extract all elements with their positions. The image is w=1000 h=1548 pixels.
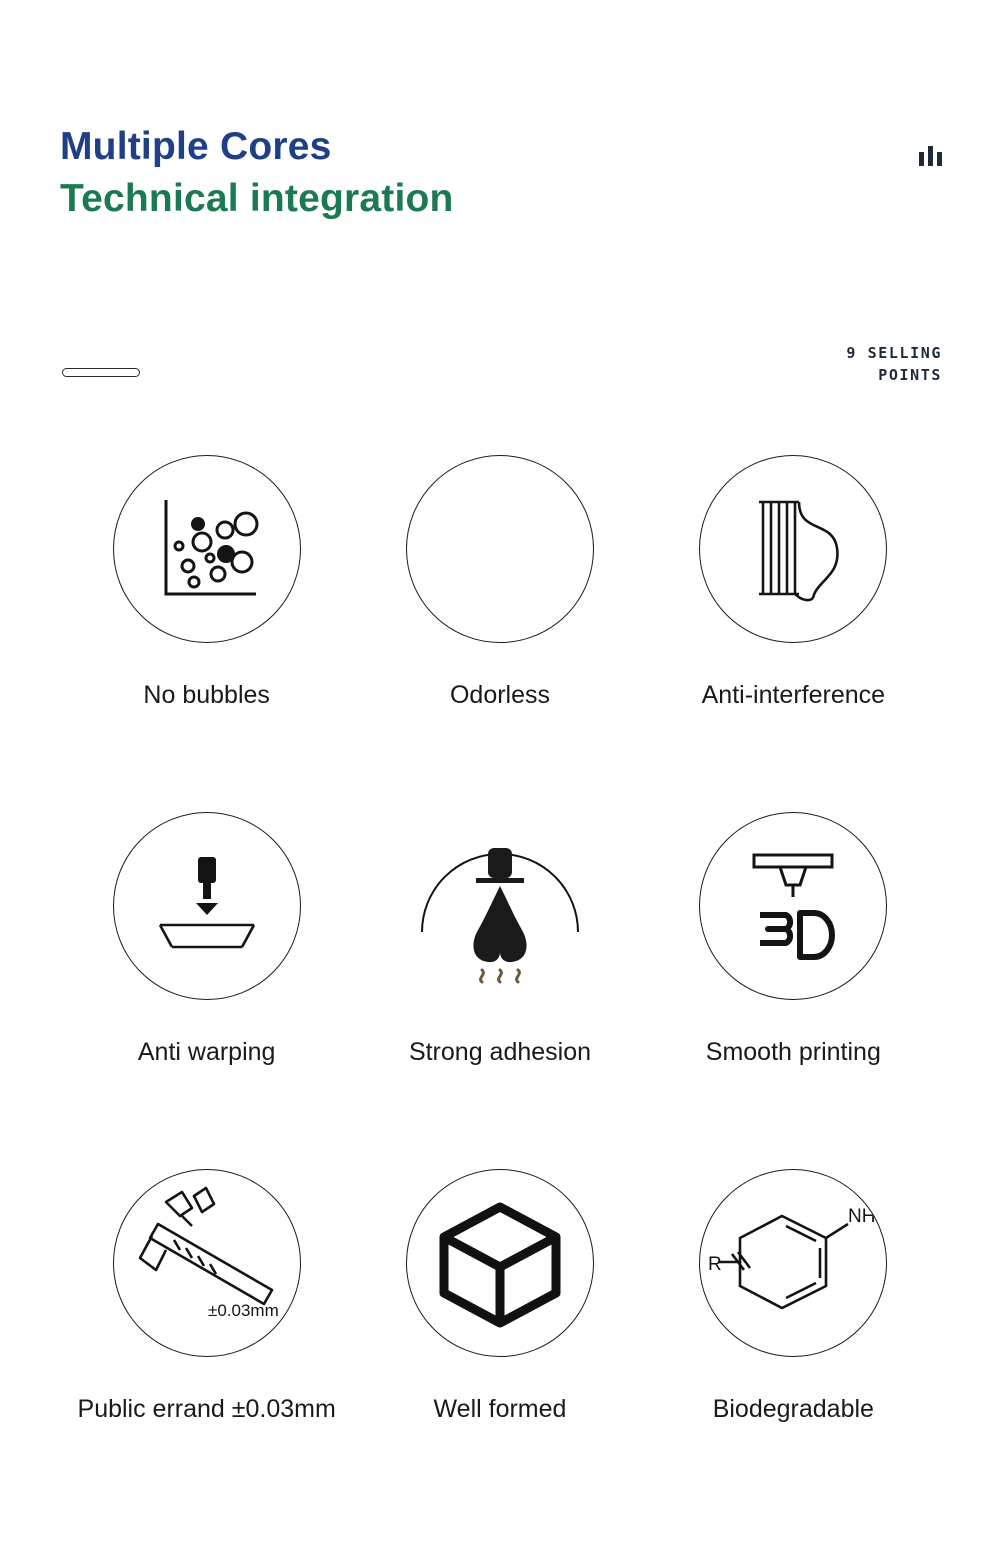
feature-grid: [60, 455, 940, 1526]
bars-mark-icon: [919, 144, 942, 166]
feature-item: [60, 455, 353, 812]
caliper-value-text: ±0.03mm: [207, 1301, 279, 1320]
cube-icon: [406, 1169, 594, 1357]
feature-label: Anti-interference: [701, 681, 886, 709]
title-line-secondary: Technical integration: [60, 177, 454, 220]
feature-item: [60, 1169, 353, 1526]
feature-item: [647, 455, 940, 812]
selling-points-line2: POINTS: [878, 366, 942, 384]
feature-item: [647, 812, 940, 1169]
feature-label: Well formed: [433, 1395, 567, 1423]
title-line-primary: Multiple Cores: [60, 125, 332, 168]
feature-item: [647, 1169, 940, 1526]
bubbles-chart-icon: [113, 455, 301, 643]
feature-label: Smooth printing: [705, 1038, 881, 1066]
press-plate-icon: [113, 812, 301, 1000]
selling-points-line1: 9 SELLING: [846, 344, 942, 362]
selling-points-label: [846, 342, 942, 386]
divider-rule: [62, 368, 140, 377]
feature-label: Biodegradable: [712, 1395, 874, 1423]
r-label-text: R: [708, 1254, 723, 1275]
empty-circle-icon: [406, 455, 594, 643]
caliper-icon: [113, 1169, 301, 1357]
feature-item: [353, 812, 646, 1169]
nose-smell-icon: [406, 812, 594, 1000]
feature-label: Odorless: [449, 681, 551, 709]
feature-label: No bubbles: [143, 681, 270, 709]
benzene-ring-icon: [699, 1169, 887, 1357]
feature-label: Strong adhesion: [408, 1038, 592, 1066]
page-title: [60, 122, 454, 226]
feature-item: [60, 812, 353, 1169]
feature-item: [353, 1169, 646, 1526]
3d-printer-icon: [699, 812, 887, 1000]
feature-item: [353, 455, 646, 812]
feature-label: Anti warping: [137, 1038, 276, 1066]
filament-spool-icon: [699, 455, 887, 643]
feature-label: Public errand ±0.03mm: [77, 1395, 336, 1423]
nh-label-text: NH: [848, 1206, 876, 1227]
